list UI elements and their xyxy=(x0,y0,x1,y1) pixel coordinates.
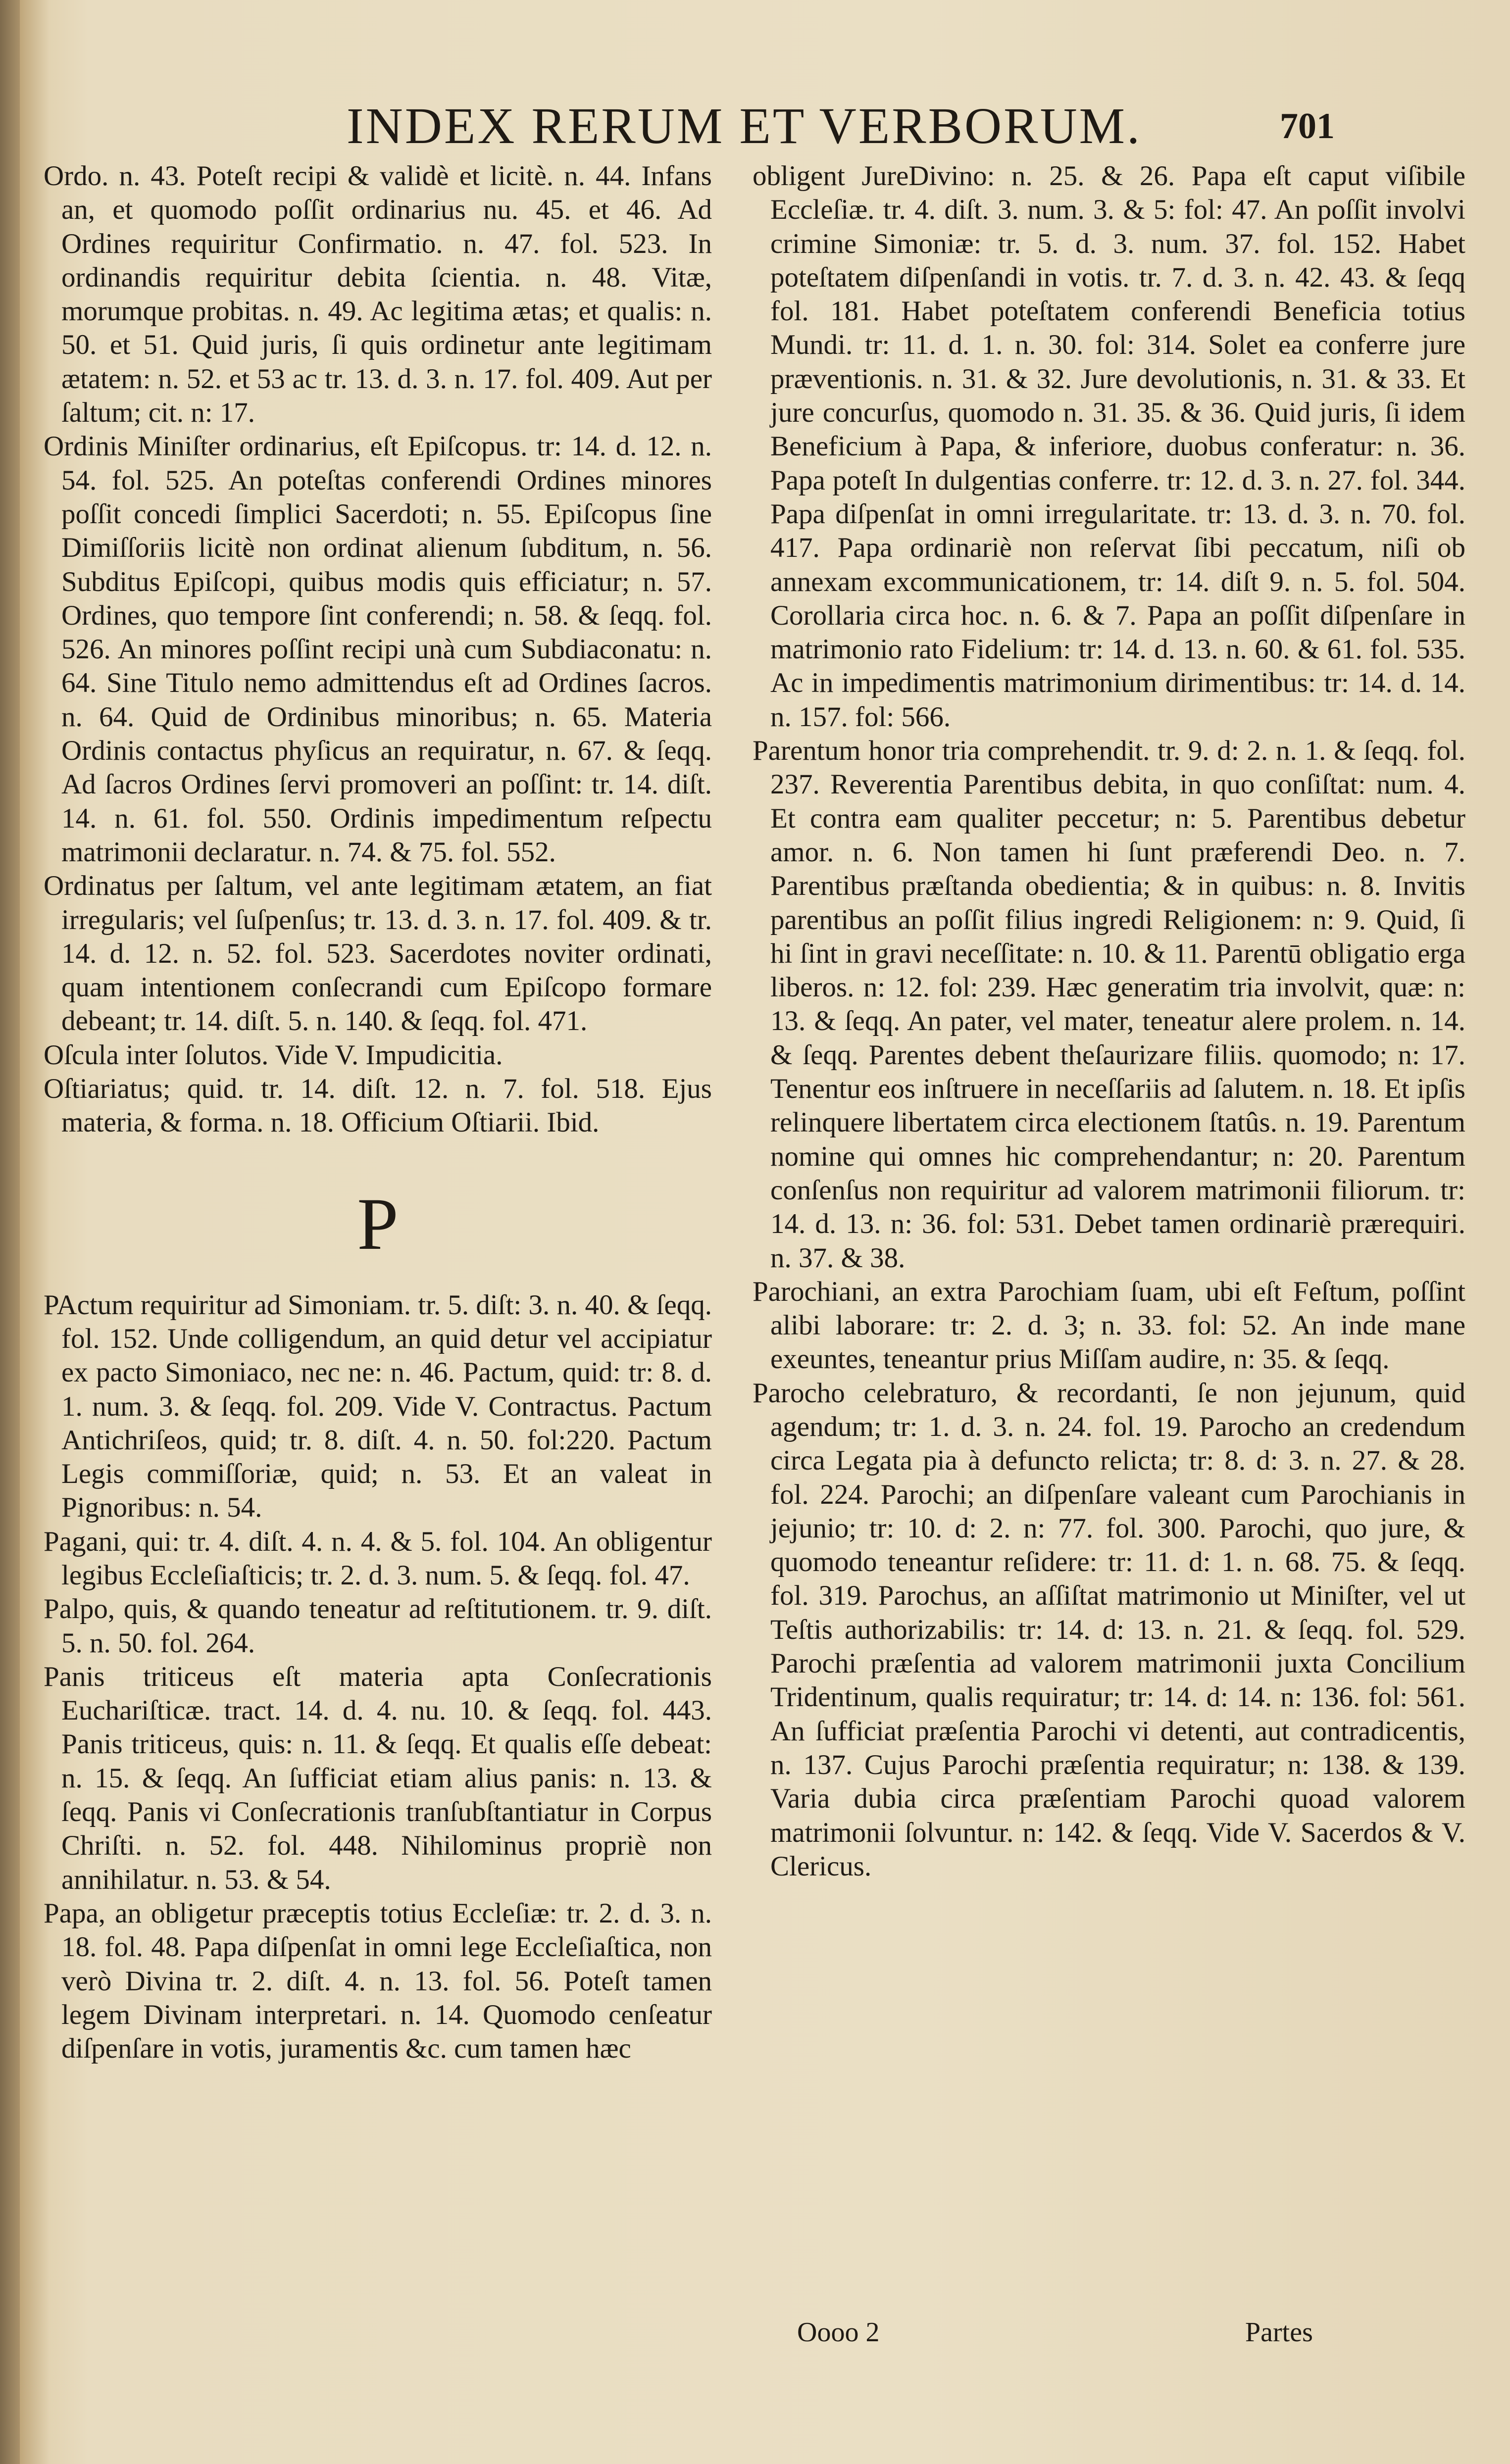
index-entry-panis: Panis triticeus eſt materia apta Conſecrationis Euchariſticæ. tract. 14. d. 4. nu. 10. & ſeqq. fol. 443. Panis triticeus, quis: n. 11. & ſeqq. Et qualis eſſe debeat: n. 15. & ſeqq. An ſufficiat etiam alius panis: n. 13. & ſeqq. Panis vi Conſecrationis tranſubſtantiatur in Corpus Chriſti. n. 52. fol. 448. Nihilominus propriè non annihilatur. n. 53. & 54. xyxy=(44,1661,712,1895)
page-footer xyxy=(0,2316,1510,2361)
index-entry-ordinis-minister: Ordinis Miniſter ordinarius, eſt Epiſcopus. tr: 14. d. 12. n. 54. fol. 525. An poteſtas conferendi Ordines minores poſſit concedi ſimplici Sacerdoti; n. 55. Epiſcopus ſine Dimiſſoriis licitè non ordinat alienum ſubditum, n. 56. Subditus Epiſcopi, quibus modis quis efficiatur; n. 57. Ordines, quo tempore ſint conferendi; n. 58. & ſeqq. fol. 526. An minores poſſint recipi unà cum Subdiaconatu: n. 64. Sine Titulo nemo admittendus eſt ad Ordines ſacros. n. 64. Quid de Ordinibus minoribus; n. 65. Materia Ordinis contactus phyſicus an requiratur, n. 67. & ſeqq. Ad ſacros Ordines ſervi promoveri an poſſint: tr. 14. diſt. 14. n. 61. fol. 550. Ordinis impedimentum reſpectu matrimonii declaratur. n. 74. & 75. fol. 552. xyxy=(44,431,712,868)
index-entry-parochiani: Parochiani, an extra Parochiam ſuam, ubi eſt Feſtum, poſſint alibi laborare: tr: 2. d. 3; n. 33. fol: 52. An inde mane exeuntes, teneantur prius Miſſam audire, n: 35. & ſeqq. xyxy=(753,1276,1465,1375)
index-entry-parocho: Parocho celebraturo, & recordanti, ſe non jejunum, quid agendum; tr: 1. d. 3. n. 24. fol. 19. Parocho an credendum circa Legata pia à defuncto relicta; tr: 8. d: 3. n. 27. & 28. fol. 224. Parochi; an diſpenſare valeant cum Parochianis in jejunio; tr: 10. d: 2. n: 77. fol. 300. Parochi, quo jure, & quomodo teneantur reſidere: tr: 11. d: 1. n. 68. 75. & ſeqq. fol. 319. Parochus, an aſſiſtat matrimonio ut Miniſter, vel ut Teſtis authorizabilis: tr: 14. d: 13. n. 21. & ſeqq. fol. 529. Parochi præſentia ad valorem matrimonii juxta Concilium Tridentinum, qualis requiratur; tr: 14. d: 14. n: 136. fol: 561. An ſufficiat præſentia Parochi vi detenti, aut contradicentis, n. 137. Cujus Parochi præſentia requiratur; n: 138. & 139. Varia dubia circa præſentiam Parochi quoad valorem matrimonii ſolvuntur. n: 142. & ſeqq. Vide V. Sacerdos & V. Clericus. xyxy=(753,1377,1465,1882)
index-entry-palpo: Palpo, quis, & quando teneatur ad reſtitutionem. tr. 9. diſt. 5. n. 50. fol. 264. xyxy=(44,1593,712,1659)
index-entry-ordo: Ordo. n. 43. Poteſt recipi & validè et licitè. n. 44. Infans an, et quomodo poſſit ordinarius nu. 45. et 46. Ad Ordines requiritur Confirmatio. n. 47. fol. 523. In ordinandis requiritur debita ſcientia. n. 48. Vitæ, morumque probitas. n. 49. Ac legitima ætas; et qualis: n. 50. et 51. Quid juris, ſi quis ordinetur ante legitimam ætatem: n. 52. et 53 ac tr. 13. d. 3. n. 17. fol. 409. Aut per ſaltum; cit. n: 17. xyxy=(44,160,712,429)
index-entry-papa: Papa, an obligetur præceptis totius Eccleſiæ: tr. 2. d. 3. n. 18. fol. 48. Papa diſpenſat in omni lege Eccleſiaſtica, non verò Divina tr. 2. diſt. 4. n. 13. fol. 56. Poteſt tamen legem Divinam interpretari. n. 14. Quomodo cenſeatur diſpenſare in votis, juramentis &c. cum tamen hæc xyxy=(44,1897,712,2065)
signature-mark: Oooo 2 xyxy=(797,2317,880,2348)
index-entry-oscula: Oſcula inter ſolutos. Vide V. Impudicitia. xyxy=(44,1039,503,1071)
section-letter: P xyxy=(357,1183,399,1265)
index-entry-pactum: PActum requiritur ad Simoniam. tr. 5. diſt: 3. n. 40. & ſeqq. fol. 152. Unde colligendum, an quid detur vel accipiatur ex pacto Simoniaco, nec ne: n. 46. Pactum, quid: tr: 8. d. 1. num. 3. & ſeqq. fol. 209. Vide V. Contractus. Pactum Antichriſeos, quid; tr. 8. diſt. 4. n. 50. fol:220. Pactum Legis commiſſoriæ, quid; n. 53. Et an valeat in Pignoribus: n. 54. xyxy=(44,1289,712,1524)
index-entry-papa-continued: obligent JureDivino: n. 25. & 26. Papa eſt caput viſibile Eccleſiæ. tr. 4. diſt. 3. num. 3. & 5: fol: 47. An poſſit involvi crimine Simoniæ: tr. 5. d. 3. num. 37. fol. 152. Habet poteſtatem diſpenſandi in votis. tr. 7. d. 3. n. 42. 43. & ſeqq fol. 181. Habet poteſtatem conferendi Beneficia totius Mundi. tr: 11. d. 1. n. 30. fol: 314. Solet ea conferre jure præventionis. n. 31. & 32. Jure devolutionis, n. 31. & 33. Et jure concurſus, quomodo n. 31. 35. & 36. Quid juris, ſi idem Beneficium à Papa, & inferiore, duobus conferatur: n. 36. Papa poteſt In dulgentias conferre. tr: 12. d. 3. n. 27. fol. 344. Papa diſpenſat in omni irregularitate. tr: 13. d. 3. n. 70. fol. 417. Papa ordinariè non reſervat ſibi peccatum, niſi ob annexam excommunicationem, tr: 14. diſt 9. n. 5. fol. 504. Corollaria circa hoc. n. 6. & 7. Papa an poſſit diſpenſare in matrimonio rato Fidelium: tr: 14. d. 13. n. 60. & 61. fol. 535. Ac in impedimentis matrimonium dirimentibus: tr: 14. d. 14. n. 157. fol: 566. xyxy=(753,160,1465,733)
catchword: Partes xyxy=(1245,2317,1313,2348)
index-entry-pagani: Pagani, qui: tr. 4. diſt. 4. n. 4. & 5. fol. 104. An obligentur legibus Eccleſiaſticis; tr. 2. d. 3. num. 5. & ſeqq. fol. 47. xyxy=(44,1526,712,1591)
binding-gutter xyxy=(0,0,20,2464)
page-header xyxy=(0,97,1510,166)
index-entry-ostiariatus: Oſtiariatus; quid. tr. 14. diſt. 12. n. 7. fol. 518. Ejus materia, & forma. n. 18. Officium Oſtiarii. Ibid. xyxy=(44,1073,712,1138)
index-entry-parentum: Parentum honor tria comprehendit. tr. 9. d: 2. n. 1. & ſeqq. fol. 237. Reverentia Parentibus debita, in quo conſiſtat: num. 4. Et contra eam qualiter peccetur; n: 5. Parentibus debetur amor. n. 6. Non tamen hi ſunt præferendi Deo. n. 7. Parentibus præſtanda obedientia; & in quibus: n. 8. Invitis parentibus an poſſit filius ingredi Religionem: n: 9. Quid, ſi hi ſint in gravi neceſſitate: n. 10. & 11. Parentū obligatio erga liberos. n: 12. fol: 239. Hæc generatim tria involvit, quæ: n: 13. & ſeqq. An pater, vel mater, teneatur alere prolem. n. 14. & ſeqq. Parentes debent theſaurizare filiis. quomodo; n: 17. Tenentur eos inſtruere in neceſſariis ad ſalutem. n. 18. Et ipſis relinquere libertatem circa electionem ſtatûs. n. 19. Parentum nomine qui omnes hic comprehendantur; n: 20. Parentum conſenſus non requiritur ad valorem matrimonii filiorum. tr: 14. d. 13. n: 36. fol: 531. Debet tamen ordinariè prærequiri. n. 37. & 38. xyxy=(753,735,1465,1274)
page-number: 701 xyxy=(1280,106,1335,147)
left-column xyxy=(44,159,712,2066)
running-title: INDEX RERUM ET VERBORUM. xyxy=(347,98,1142,154)
index-entry-ordinatus: Ordinatus per ſaltum, vel ante legitimam ætatem, an fiat irregularis; vel ſuſpenſus; tr. 13. d. 3. n. 17. fol. 409. & tr. 14. d. 12. n. 52. fol. 523. Sacerdotes noviter ordinati, quam intentionem conſecrandi cum Epiſcopo formare debeant; tr. 14. diſt. 5. n. 140. & ſeqq. fol. 471. xyxy=(44,870,712,1037)
right-column xyxy=(753,159,1465,1883)
